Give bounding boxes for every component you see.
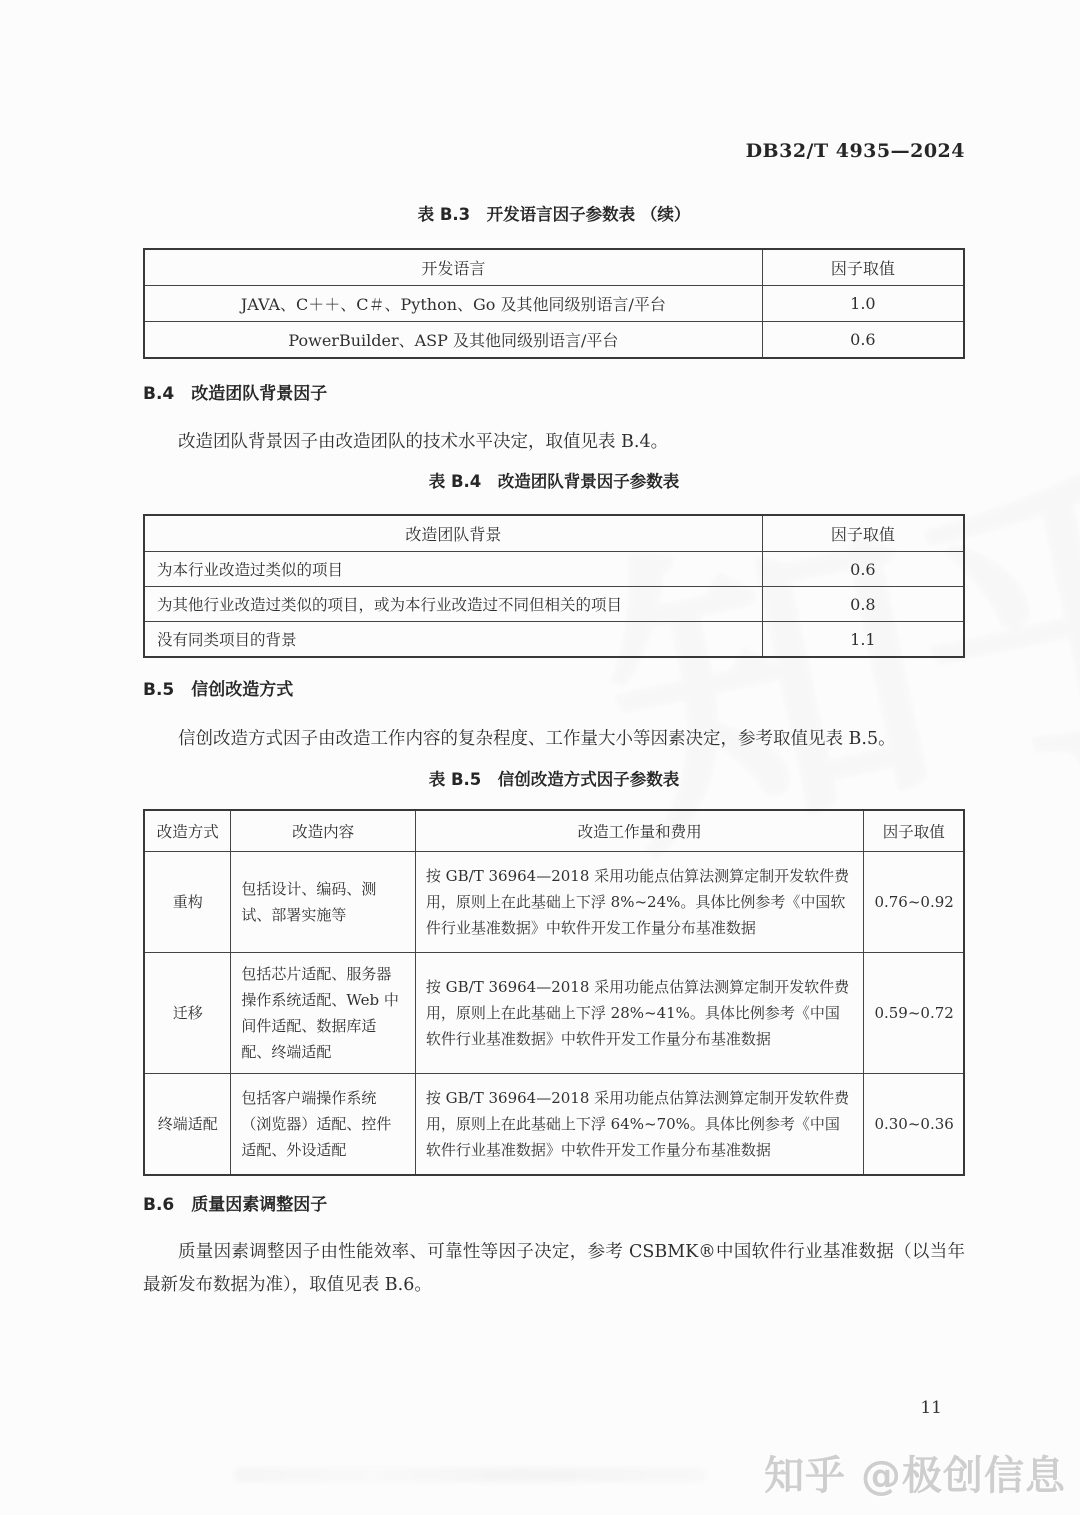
value-cell: 0.6 <box>762 552 964 587</box>
content-cell: 包括设计、编码、测试、部署实施等 <box>231 852 416 953</box>
table-b3 <box>143 248 965 359</box>
table-b3-col-language: 开发语言 <box>144 249 762 286</box>
table-row <box>144 852 964 953</box>
zhihu-watermark: 知乎 @极创信息 <box>764 1453 1066 1499</box>
content-cell: 包括客户端操作系统（浏览器）适配、控件适配、外设适配 <box>231 1074 416 1176</box>
workload-cell: 按 GB/T 36964—2018 采用功能点估算法测算定制开发软件费用，原则上在此基础上下浮 28%~41%。具体比例参考《中国软件行业基准数据》中软件开发工作量分布基准数据 <box>415 953 864 1074</box>
table-b4-col-background: 改造团队背景 <box>144 515 762 552</box>
section-b5-paragraph: 信创改造方式因子由改造工作内容的复杂程度、工作量大小等因素决定，参考取值见表 B.5。 <box>178 729 896 749</box>
value-cell: 1.1 <box>762 622 964 658</box>
footer-smudge <box>235 1468 705 1482</box>
section-b6-heading: B.6 质量因素调整因子 <box>143 1195 328 1215</box>
mode-cell: 迁移 <box>144 953 231 1074</box>
table-b4-header-row <box>144 515 964 552</box>
table-b5-title: 表 B.5 信创改造方式因子参数表 <box>428 770 680 789</box>
value-cell: 0.30~0.36 <box>864 1074 964 1176</box>
value-cell: 0.8 <box>762 587 964 622</box>
table-b3-header-row <box>144 249 964 286</box>
section-b6-paragraph: 质量因素调整因子由性能效率、可靠性等因子决定，参考 CSBMK®中国软件行业基准数据（以当年最新发布数据为准），取值见表 B.6。 <box>143 1242 965 1295</box>
table-row <box>144 622 964 658</box>
content-cell: 包括芯片适配、服务器操作系统适配、Web 中间件适配、数据库适配、终端适配 <box>231 953 416 1074</box>
table-row <box>144 322 964 359</box>
table-row <box>144 552 964 587</box>
value-cell: 0.59~0.72 <box>864 953 964 1074</box>
table-b5-header-row <box>144 810 964 852</box>
table-b5 <box>143 809 965 1176</box>
table-b5-col-content: 改造内容 <box>231 810 416 852</box>
background-cell: 为其他行业改造过类似的项目，或为本行业改造过不同但相关的项目 <box>144 587 762 622</box>
value-cell: 0.6 <box>762 322 964 359</box>
table-b4-title: 表 B.4 改造团队背景因子参数表 <box>428 472 680 491</box>
value-cell: 1.0 <box>762 286 964 322</box>
value-cell: 0.76~0.92 <box>864 852 964 953</box>
table-row <box>144 953 964 1074</box>
page-number: 11 <box>920 1398 942 1418</box>
doc-number: DB32/T 4935—2024 <box>745 140 965 162</box>
language-cell: PowerBuilder、ASP 及其他同级别语言/平台 <box>144 322 762 359</box>
section-b4-heading: B.4 改造团队背景因子 <box>143 384 328 404</box>
table-b3-col-value: 因子取值 <box>762 249 964 286</box>
table-b5-col-workload: 改造工作量和费用 <box>415 810 864 852</box>
table-row <box>144 1074 964 1176</box>
language-cell: JAVA、C＋＋、C＃、Python、Go 及其他同级别语言/平台 <box>144 286 762 322</box>
table-row <box>144 286 964 322</box>
background-cell: 没有同类项目的背景 <box>144 622 762 658</box>
section-b5-heading: B.5 信创改造方式 <box>143 680 294 700</box>
table-b4-col-value: 因子取值 <box>762 515 964 552</box>
table-b3-title: 表 B.3 开发语言因子参数表 （续） <box>417 205 691 224</box>
table-b4 <box>143 514 965 658</box>
table-b5-col-value: 因子取值 <box>864 810 964 852</box>
section-b4-paragraph: 改造团队背景因子由改造团队的技术水平决定，取值见表 B.4。 <box>178 432 669 452</box>
mode-cell: 终端适配 <box>144 1074 231 1176</box>
workload-cell: 按 GB/T 36964—2018 采用功能点估算法测算定制开发软件费用，原则上在此基础上下浮 8%~24%。具体比例参考《中国软件行业基准数据》中软件开发工作量分布基准数据 <box>415 852 864 953</box>
mode-cell: 重构 <box>144 852 231 953</box>
background-cell: 为本行业改造过类似的项目 <box>144 552 762 587</box>
table-b5-col-mode: 改造方式 <box>144 810 231 852</box>
table-row <box>144 587 964 622</box>
workload-cell: 按 GB/T 36964—2018 采用功能点估算法测算定制开发软件费用，原则上在此基础上下浮 64%~70%。具体比例参考《中国软件行业基准数据》中软件开发工作量分布基准数据 <box>415 1074 864 1176</box>
page-content <box>143 0 965 1302</box>
